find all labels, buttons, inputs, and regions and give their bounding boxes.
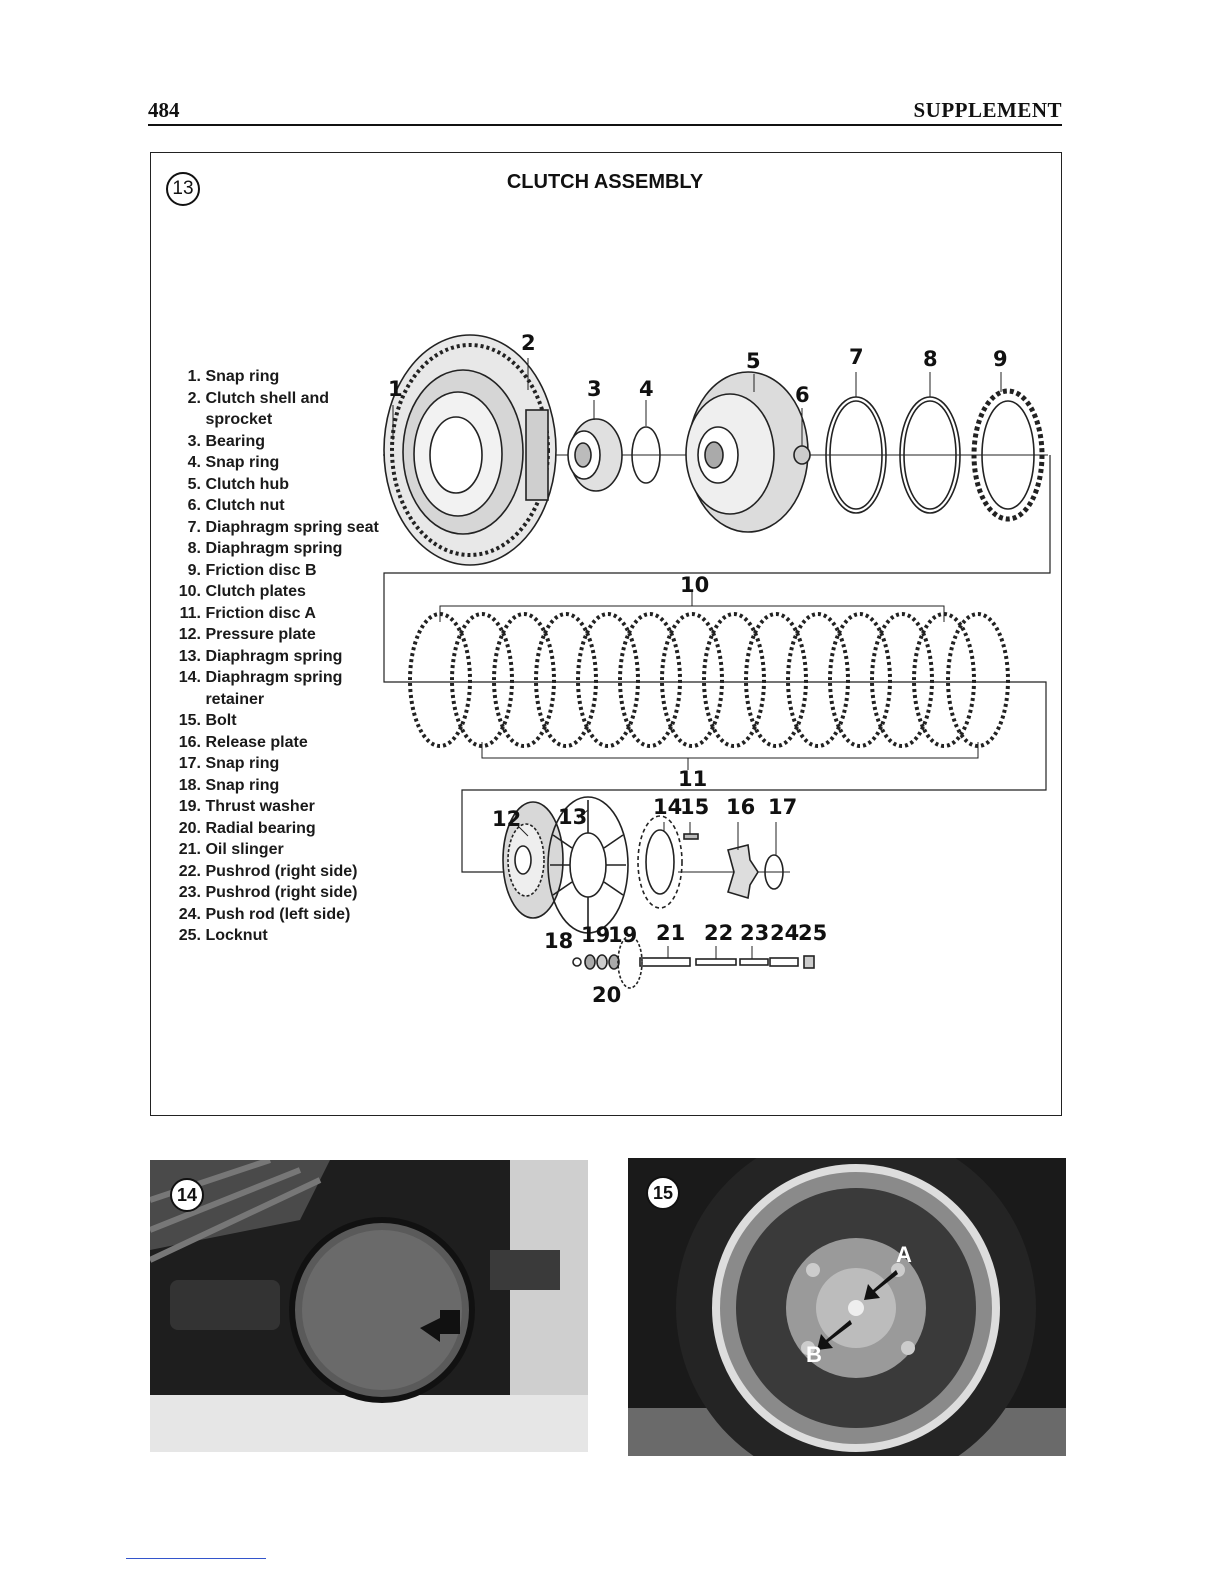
callout-label: 1 <box>388 377 403 401</box>
legend-item: 3. Bearing <box>187 432 266 450</box>
marker-label-a: A <box>896 1242 912 1267</box>
callout-label: 24 <box>770 921 800 945</box>
callout-label: 8 <box>923 347 938 371</box>
clutch-exploded-diagram <box>378 330 1058 1020</box>
callout-label: 25 <box>798 921 828 945</box>
photo-clutch-inspection <box>628 1158 1066 1456</box>
photo-number-badge: 14 <box>170 1178 204 1212</box>
bolt-part <box>684 834 698 839</box>
callout-label: 13 <box>558 805 588 829</box>
callout-label: 3 <box>587 377 602 401</box>
callout-label: 11 <box>678 767 708 791</box>
legend-item: 19. Thrust washer <box>178 798 315 815</box>
clutch-plate-stack <box>410 614 1008 746</box>
callout-label: 6 <box>795 383 810 407</box>
callout-label: 19 <box>581 923 611 947</box>
legend-item: 10. Clutch plates <box>178 583 306 600</box>
clutch-shell-part <box>384 335 556 565</box>
callout-label: 21 <box>656 921 686 945</box>
legend-item: 9. Friction disc B <box>187 561 317 579</box>
legend-item: 23. Pushrod (right side) <box>178 884 358 901</box>
legend-item: 14. Diaphragm spring retainer <box>178 669 343 708</box>
photo-engine-cover <box>150 1160 588 1452</box>
footer-divider <box>126 1558 266 1559</box>
page-number: 484 <box>148 98 180 122</box>
legend-item: 25. Locknut <box>178 927 268 944</box>
legend-item: 12. Pressure plate <box>178 626 316 643</box>
callout-label: 19 <box>608 923 638 947</box>
parts-legend <box>168 366 385 947</box>
legend-item: 18. Snap ring <box>178 776 280 794</box>
callout-label: 22 <box>704 921 734 945</box>
callout-label: 18 <box>544 929 574 953</box>
legend-item: 20. Radial bearing <box>178 819 316 837</box>
legend-item: 24. Push rod (left side) <box>178 905 351 923</box>
callout-label: 4 <box>639 377 654 401</box>
section-title: SUPPLEMENT <box>913 98 1062 122</box>
legend-item: 7. Diaphragm spring seat <box>187 518 379 536</box>
legend-item: 22. Pushrod (right side) <box>178 862 358 880</box>
legend-item: 6. Clutch nut <box>187 497 285 514</box>
callout-label: 9 <box>993 347 1008 371</box>
callout-label: 20 <box>592 983 622 1007</box>
legend-item: 1. Snap ring <box>187 368 280 385</box>
legend-item: 21. Oil slinger <box>178 841 284 858</box>
callout-label: 2 <box>521 331 536 355</box>
friction-disc-bracket <box>482 742 978 758</box>
callout-label: 7 <box>849 345 864 369</box>
figure-title: CLUTCH ASSEMBLY <box>506 171 704 193</box>
legend-item: 8. Diaphragm spring <box>187 540 343 557</box>
callout-label: 16 <box>726 795 756 819</box>
callout-label: 23 <box>740 921 770 945</box>
legend-item: 13. Diaphragm spring <box>178 647 343 665</box>
legend-item: 16. Release plate <box>178 733 308 751</box>
callout-label: 14 <box>653 795 683 819</box>
legend-item: 5. Clutch hub <box>187 475 289 493</box>
callout-label: 17 <box>768 795 798 819</box>
spring-retainer-part <box>638 816 682 908</box>
callout-label: 12 <box>492 807 522 831</box>
plates-bracket <box>440 606 944 622</box>
callout-label: 10 <box>680 573 710 597</box>
callout-label: 5 <box>746 349 761 373</box>
bearing-part <box>568 419 622 491</box>
legend-item: 2. Clutch shell and sprocket <box>187 389 330 428</box>
marker-label-b: B <box>806 1342 822 1367</box>
callout-label: 15 <box>680 795 710 819</box>
legend-item: 17. Snap ring <box>178 755 280 772</box>
header-divider <box>148 124 1062 126</box>
legend-item: 11. Friction disc A <box>179 604 316 622</box>
photo-number-badge: 15 <box>646 1176 680 1210</box>
legend-item: 4. Snap ring <box>187 454 280 471</box>
figure-number-badge: 13 <box>166 172 200 206</box>
legend-item: 15. Bolt <box>178 712 237 729</box>
clutch-nut-part <box>794 446 810 464</box>
clutch-plate <box>948 614 1008 746</box>
clutch-hub-part <box>686 372 808 532</box>
